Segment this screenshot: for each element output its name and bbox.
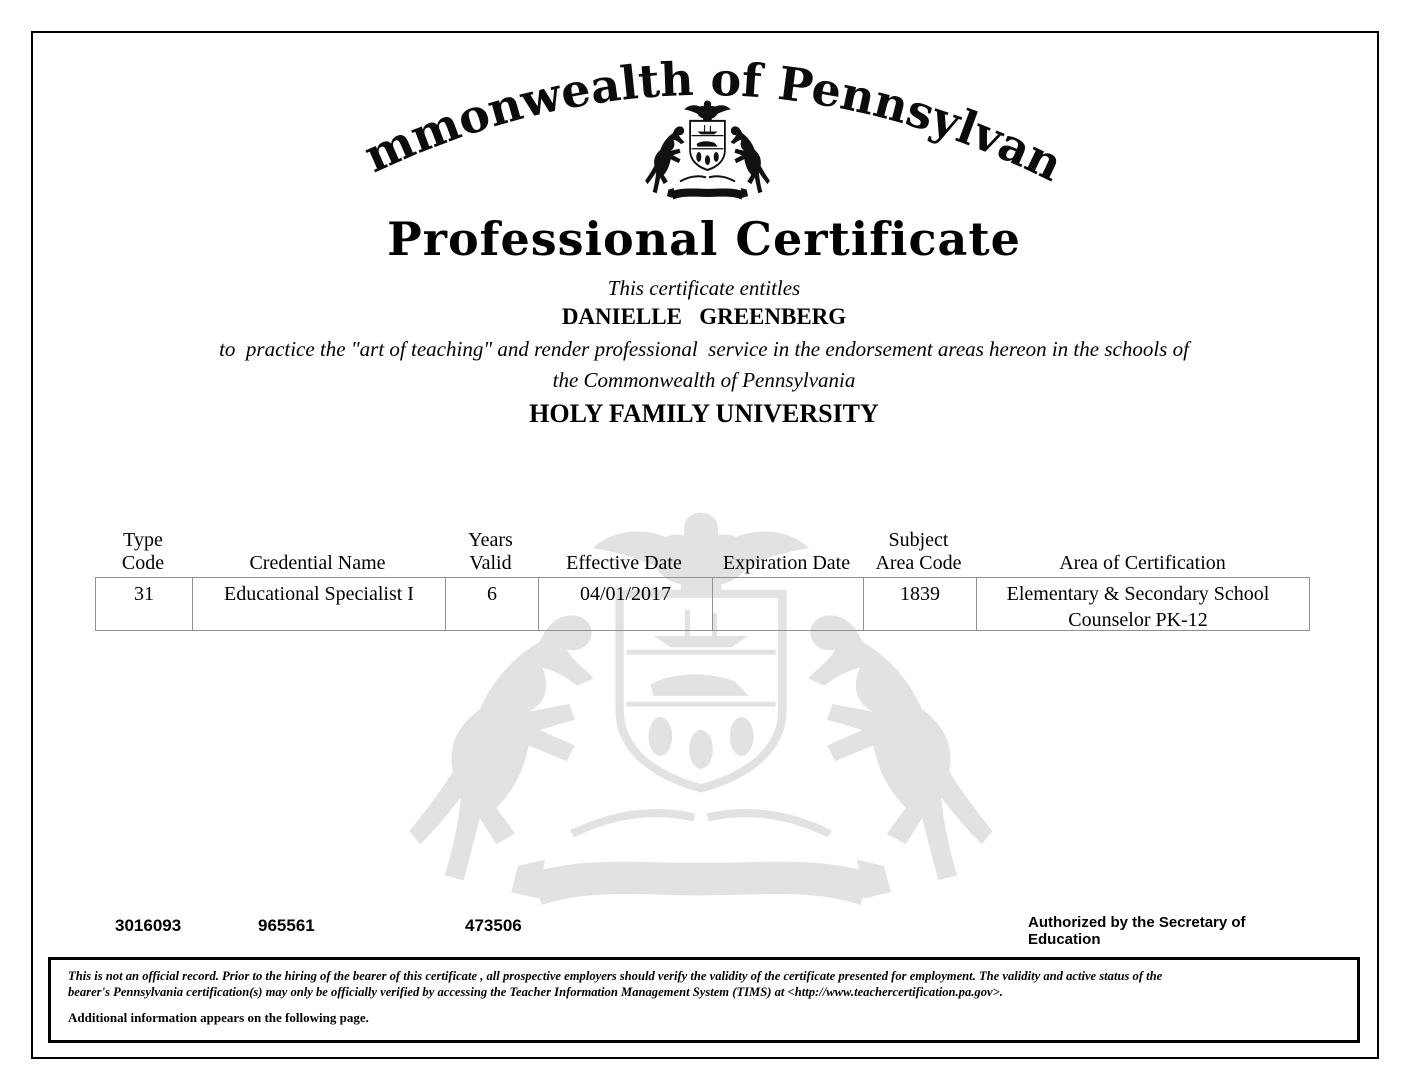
header-subject-area-code (862, 529, 975, 577)
header-line: Subject (888, 529, 949, 551)
cell-type-code: 31 (134, 583, 154, 605)
grant-line-2: the Commonwealth of Pennsylvania (552, 368, 856, 392)
cell-subject-area-code: 1839 (863, 578, 976, 630)
header-line: Code (121, 552, 165, 574)
table-row (95, 577, 1310, 631)
disclaimer-box (48, 957, 1360, 1043)
authorized-by-label: Authorized by the Secretary of Education (1028, 914, 1246, 948)
entitles-line: This certificate entitles (607, 276, 801, 300)
header-area-of-certification (975, 552, 1310, 577)
institution-name: HOLY FAMILY UNIVERSITY (529, 399, 879, 428)
document-number: 473506 (465, 916, 522, 935)
header-line: Type (123, 529, 163, 551)
cell-years-valid: 6 (445, 578, 538, 630)
header-line: Years (468, 529, 513, 551)
disclaimer-line-3: Additional information appears on the following page. (68, 1010, 369, 1025)
cell-effective-date: 04/01/2017 (538, 578, 712, 630)
header-line: Credential Name (249, 552, 386, 574)
cell-area-of-certification: Elementary & Secondary School Counselor PK-12 (976, 578, 1299, 630)
pennsylvania-coat-of-arms-icon (635, 98, 780, 206)
certification-table (95, 527, 1310, 631)
header-line: Expiration Date (722, 552, 851, 574)
disclaimer-line-2: bearer's Pennsylvania certification(s) may only be officially verified by accessing the Teacher Information Management System (TIMS) at <http://www.teachercertification.pa.gov>. (68, 985, 1003, 999)
grant-line-1: to practice the "art of teaching" and render professional service in the endorsement areas hereon in the schools of (219, 337, 1189, 361)
main-title: Professional Certificate (387, 212, 1021, 266)
arch-title-text: Commonwealth of Pennsylvania (321, 0, 1071, 192)
disclaimer-line-1: This is not an official record. Prior to the hiring of the bearer of this certificate , all prospective employers should verify the validity of the certificate presented for employment. The validity and active status of the (68, 969, 1163, 983)
header-line: Area Code (875, 552, 962, 574)
header-line: Valid (469, 552, 512, 574)
cell-expiration-date (712, 578, 863, 630)
holder-name: DANIELLE GREENBERG (561, 304, 847, 329)
header-years-valid (444, 529, 537, 577)
header-line: Effective Date (566, 552, 682, 574)
header-line: Area of Certification (1059, 552, 1226, 574)
table-header-row (95, 527, 1310, 577)
cell-credential-name: Educational Specialist I (192, 578, 445, 630)
document-number: 965561 (258, 916, 315, 935)
header-effective-date (537, 552, 711, 577)
header-credential-name (191, 552, 444, 577)
header-expiration-date (711, 552, 862, 577)
header-type-code (95, 529, 191, 577)
document-number: 3016093 (115, 916, 182, 935)
